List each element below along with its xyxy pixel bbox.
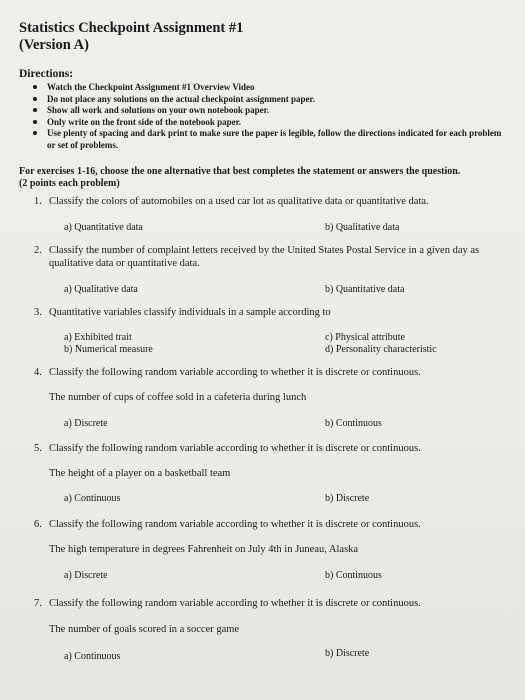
- question-text: Classify the following random variable according to whether it is discrete or continuous.: [49, 519, 421, 530]
- answer-option: d) Personality characteristic: [325, 344, 437, 355]
- answer-option: b) Discrete: [325, 493, 370, 504]
- answer-option: a) Exhibited trait: [64, 332, 132, 343]
- question-number: 7.: [34, 598, 42, 609]
- document-version: (Version A): [19, 37, 89, 53]
- directions-item: Use plenty of spacing and dark print to make sure the paper is legible, follow the directions indicated for each problem or set of problems.: [33, 128, 503, 151]
- question-number: 1.: [34, 196, 42, 207]
- question-subtext: The height of a player on a basketball team: [49, 468, 231, 479]
- question-text: Classify the colors of automobiles on a used car lot as qualitative data or quantitative data.: [49, 196, 429, 207]
- question-subtext: The number of cups of coffee sold in a cafeteria during lunch: [49, 392, 307, 403]
- answer-option: a) Continuous: [64, 493, 121, 504]
- answer-option: a) Qualitative data: [64, 284, 138, 295]
- directions-item: Watch the Checkpoint Assignment #1 Overview Video: [33, 82, 503, 94]
- answer-option: b) Continuous: [325, 570, 382, 581]
- question-number: 6.: [34, 519, 42, 530]
- question-number: 3.: [34, 307, 42, 318]
- question-number: 4.: [34, 367, 42, 378]
- directions-item: Do not place any solutions on the actual checkpoint assignment paper.: [33, 94, 503, 106]
- document-title: Statistics Checkpoint Assignment #1: [19, 20, 244, 36]
- directions-heading: Directions:: [19, 68, 74, 80]
- question-text: Classify the following random variable according to whether it is discrete or continuous.: [49, 367, 421, 378]
- question-text: Classify the number of complaint letters received by the United States Postal Service in a given day as qualitative data or quantitative data.: [49, 245, 480, 269]
- question-subtext: The number of goals scored in a soccer game: [49, 624, 240, 635]
- directions-item: Only write on the front side of the notebook paper.: [33, 117, 503, 129]
- answer-option: b) Continuous: [325, 418, 382, 429]
- question-text: Quantitative variables classify individuals in a sample according to: [49, 307, 331, 318]
- question-subtext: The high temperature in degrees Fahrenheit on July 4th in Juneau, Alaska: [49, 544, 359, 555]
- instructions-line: For exercises 1-16, choose the one alternative that best completes the statement or answers the question.: [19, 166, 461, 177]
- answer-option: a) Quantitative data: [64, 222, 143, 233]
- directions-item: Show all work and solutions on your own notebook paper.: [33, 105, 503, 117]
- answer-option: a) Continuous: [64, 651, 121, 662]
- answer-option: b) Quantitative data: [325, 284, 405, 295]
- answer-option: b) Discrete: [325, 648, 370, 659]
- question-text: Classify the following random variable according to whether it is discrete or continuous.: [49, 598, 421, 609]
- question-number: 2.: [34, 245, 42, 256]
- points-note: (2 points each problem): [19, 178, 120, 189]
- answer-option: b) Qualitative data: [325, 222, 400, 233]
- directions-list: [33, 82, 503, 151]
- exercise-instructions: [19, 166, 499, 190]
- answer-option: b) Numerical measure: [64, 344, 153, 355]
- question-text: Classify the following random variable according to whether it is discrete or continuous.: [49, 443, 421, 454]
- answer-option: a) Discrete: [64, 418, 108, 429]
- answer-option: a) Discrete: [64, 570, 108, 581]
- question-number: 5.: [34, 443, 42, 454]
- answer-option: c) Physical attribute: [325, 332, 405, 343]
